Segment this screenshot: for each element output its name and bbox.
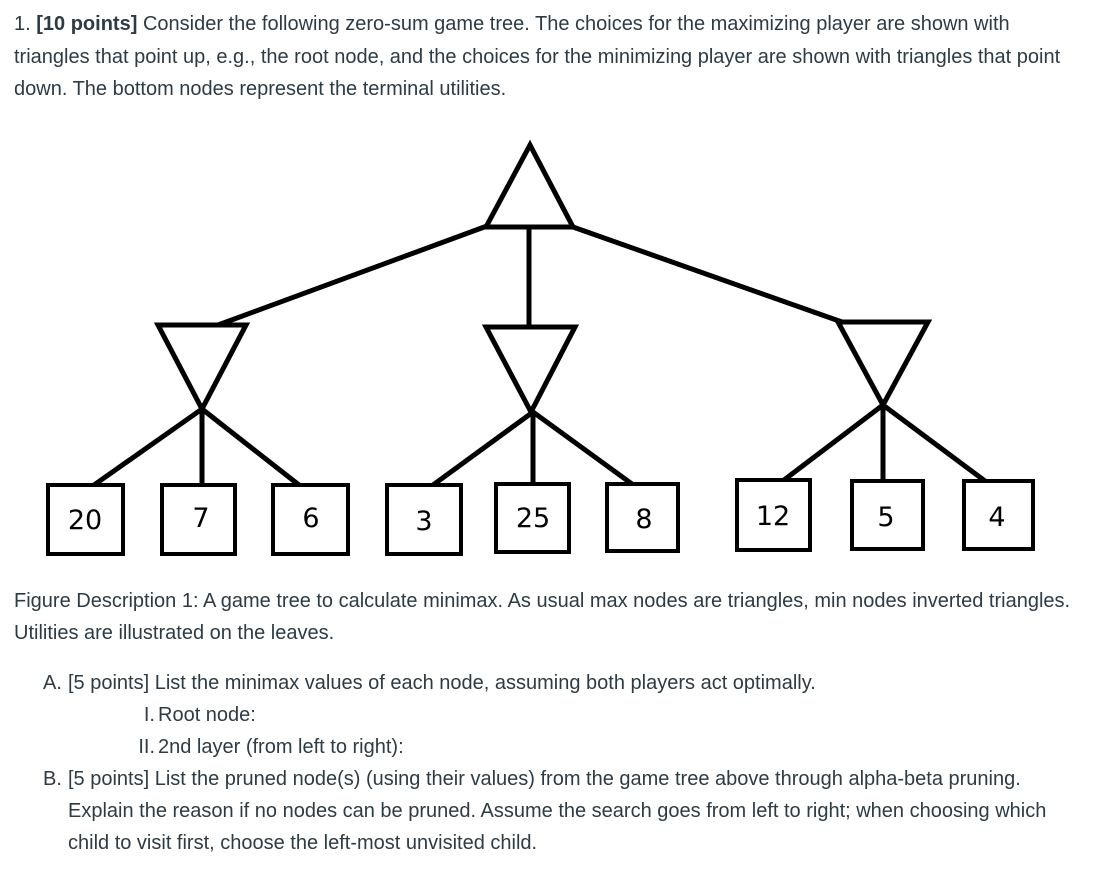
leaf-value: 20	[67, 505, 103, 536]
leaf-value: 12	[755, 501, 791, 532]
question-parts	[14, 667, 1089, 859]
subitem-marker: I.	[143, 704, 155, 726]
leaf-value: 3	[415, 506, 433, 537]
subitem-text: 2nd layer (from left to right):	[158, 736, 404, 758]
min-node-2	[486, 327, 575, 412]
edge-min2-leaf6	[533, 412, 632, 484]
part-b-marker: B.	[43, 768, 62, 790]
leaf-value: 8	[635, 504, 653, 535]
min-node-1	[158, 325, 246, 409]
leaf-value: 6	[302, 503, 320, 534]
part-a-marker: A.	[43, 672, 62, 694]
leaf-value: 25	[515, 503, 551, 534]
question-points: [10 points]	[36, 13, 138, 35]
min-node-3	[838, 322, 928, 405]
question-body: Consider the following zero-sum game tree. The choices for the maximizing player are shown with triangles that point up, e.g., the root node, and the choices for the minimizing player are shown with triangles that point down. The bottom nodes represent the terminal utilities.	[14, 13, 1061, 100]
edge-min1-leaf1	[94, 409, 202, 485]
edge-min1-leaf3	[202, 409, 299, 485]
subitem-root-node	[68, 699, 1089, 731]
edge-min3-leaf9	[883, 405, 985, 481]
part-b-text: [5 points] List the pruned node(s) (using their values) from the game tree above through alpha-beta pruning. Explain the reason if no nodes can be pruned. Assume the search goes from left to right; when choosing which child to visit first, choose the left-most unvisited child.	[68, 768, 1047, 854]
edge-root-min1	[218, 226, 487, 325]
leaf-value: 4	[988, 502, 1006, 533]
edge-min2-leaf4	[433, 412, 533, 485]
subitem-marker: II.	[138, 736, 155, 758]
part-a-subitems	[68, 699, 1089, 763]
part-a-text: [5 points] List the minimax values of each node, assuming both players act optimally.	[68, 672, 816, 694]
max-root-node	[486, 145, 573, 227]
part-a	[14, 667, 1089, 763]
subitem-second-layer	[68, 731, 1089, 763]
part-b	[14, 763, 1089, 859]
subitem-text: Root node:	[158, 704, 256, 726]
question-number: 1.	[14, 13, 31, 35]
figure-caption: Figure Description 1: A game tree to calculate minimax. As usual max nodes are triangles, min nodes inverted triangles. Utilities are illustrated on the leaves.	[14, 590, 1071, 644]
leaf-value: 5	[877, 502, 895, 533]
edge-min3-leaf7	[784, 405, 883, 480]
edge-root-min3	[573, 227, 842, 322]
leaf-value: 7	[192, 503, 210, 534]
